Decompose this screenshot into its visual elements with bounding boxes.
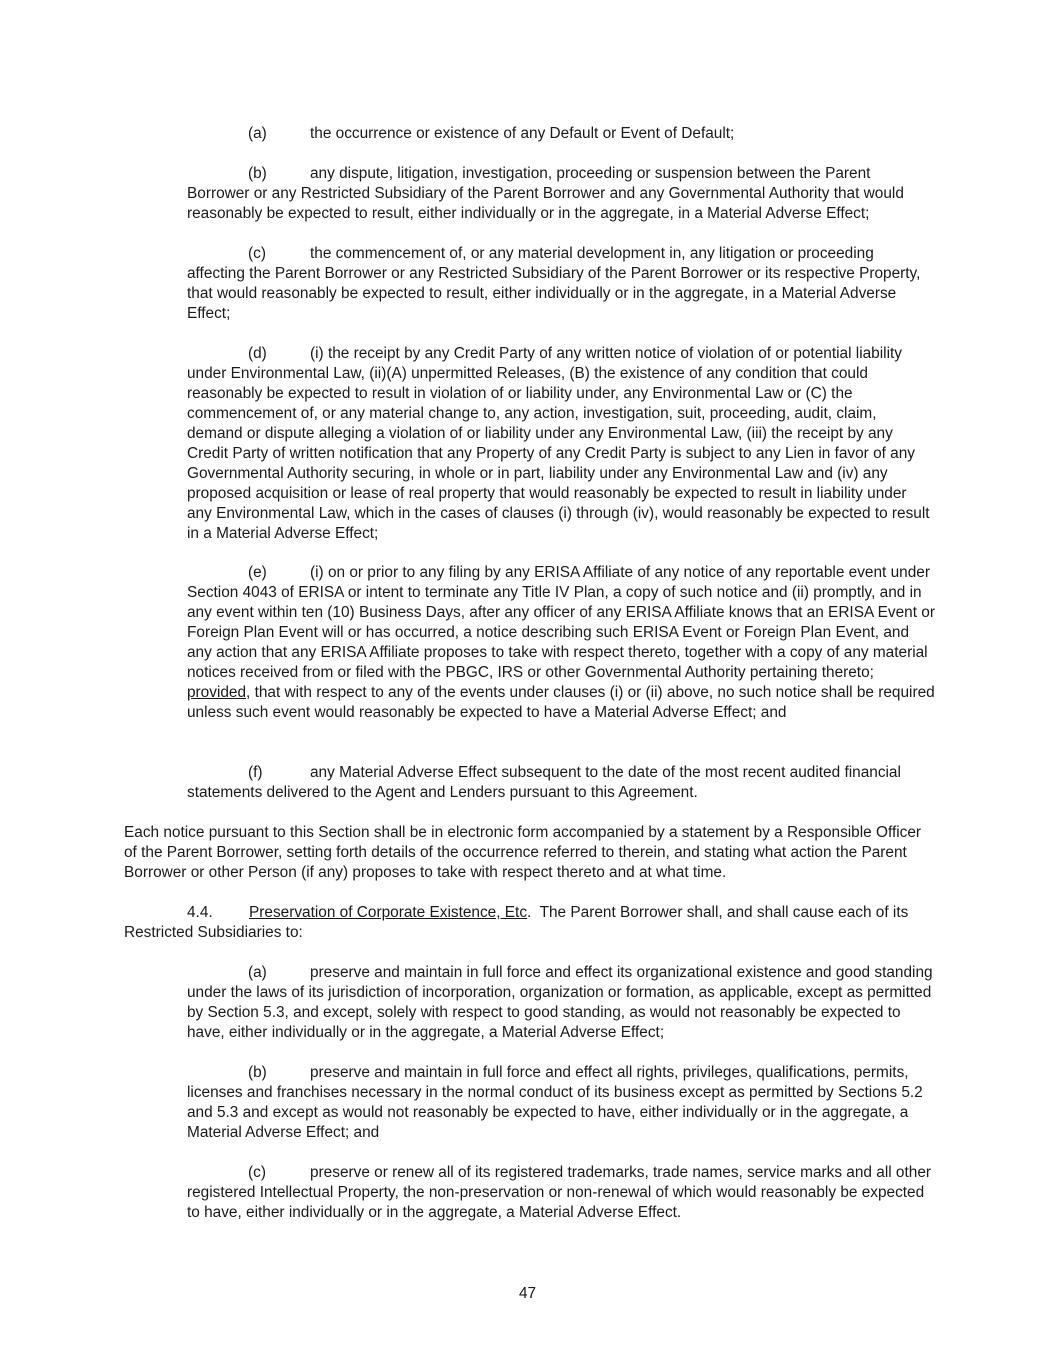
clause-label: (b) <box>248 165 267 182</box>
preserve-clause-b <box>187 1063 935 1143</box>
clause-label: (f) <box>248 764 263 781</box>
clause-text: any Material Adverse Effect subsequent to the date of the most recent audited financial statements delivered to the Agent and Lenders pursuant to this Agreement. <box>187 764 901 801</box>
clause-label: (c) <box>248 1164 266 1181</box>
clause-text: any dispute, litigation, investigation, proceeding or suspension between the Parent Borrower or any Restricted Subsidiary of the Parent Borrower and any Governmental Authority that would reasonably be expected to result, either individually or in the aggregate, in a Material Adverse Effect; <box>187 165 904 222</box>
clause-c <box>187 244 935 324</box>
clause-a <box>187 124 935 144</box>
preserve-clause-a <box>187 963 935 1043</box>
clause-text: preserve and maintain in full force and effect all rights, privileges, qualifications, permits, licenses and franchises necessary in the normal conduct of its business except as permitted by Sections 5.2 and 5.3 and except as would not reasonably be expected to have, either individually or in the aggregate, a Material Adverse Effect; and <box>187 1064 923 1141</box>
clause-text: the occurrence or existence of any Default or Event of Default; <box>310 125 735 142</box>
clause-label: (d) <box>248 345 267 362</box>
clause-label: (b) <box>248 1064 267 1081</box>
clause-e <box>187 563 935 723</box>
section-intro-text: The Parent Borrower shall, and shall cause each of its Restricted Subsidiaries to: <box>124 904 913 941</box>
clause-text: preserve or renew all of its registered trademarks, trade names, service marks and all other registered Intellectual Property, the non-preservation or non-renewal of which would reasonably be expected to have, either individually or in the aggregate, a Material Adverse Effect. <box>187 1164 932 1221</box>
section-heading: Preservation of Corporate Existence, Etc <box>249 904 528 921</box>
provided-term: provided <box>187 684 247 701</box>
clause-label: (e) <box>248 564 267 581</box>
clause-d <box>187 344 935 544</box>
notice-paragraph: Each notice pursuant to this Section shall be in electronic form accompanied by a statement by a Responsible Officer of the Parent Borrower, setting forth details of the occurrence referred to therein, and stating what action the Parent Borrower or other Person (if any) proposes to take with respect thereto and at what time. <box>124 824 922 881</box>
clause-text: the commencement of, or any material development in, any litigation or proceeding affecting the Parent Borrower or any Restricted Subsidiary of the Parent Borrower or its respective Property, that would reasonably be expected to result, either individually or in the aggregate, in a Material Adverse Effect; <box>187 245 921 322</box>
section-heading-period: . <box>527 904 532 921</box>
clause-text-continued: , that with respect to any of the events under clauses (i) or (ii) above, no such notice shall be required unless such event would reasonably be expected to have a Material Adverse Effect; and <box>187 684 935 721</box>
clause-text: (i) on or prior to any filing by any ERISA Affiliate of any notice of any reportable event under Section 4043 of ERISA or intent to terminate any Title IV Plan, a copy of such notice and (ii) promptly, and in any event within ten (10) Business Days, after any officer of any ERISA Affiliate knows that an ERISA Event or Foreign Plan Event will or has occurred, a notice describing such ERISA Event or Foreign Plan Event, and any action that any ERISA Affiliate proposes to take with respect thereto, together with a copy of any material notices received from or filed with the PBGC, IRS or other Governmental Authority pertaining thereto; <box>187 564 935 681</box>
page-number: 47 <box>518 1285 537 1302</box>
clause-label: (a) <box>248 125 267 142</box>
clause-f <box>187 763 935 803</box>
clause-b <box>187 164 935 224</box>
section-number: 4.4. <box>187 904 213 921</box>
clause-label: (c) <box>248 245 266 262</box>
clause-text: preserve and maintain in full force and effect its organizational existence and good standing under the laws of its jurisdiction of incorporation, organization or formation, as applicable, except as permitted by Section 5.3, and except, solely with respect to good standing, as would not reasonably be expected to have, either individually or in the aggregate, a Material Adverse Effect; <box>187 964 933 1041</box>
clause-text: (i) the receipt by any Credit Party of any written notice of violation of or potential liability under Environmental Law, (ii)(A) unpermitted Releases, (B) the existence of any condition that could reasonably be expected to result in violation of or liability under, any Environmental Law or (C) the commencement of, or any material change to, any action, investigation, suit, proceeding, audit, claim, demand or dispute alleging a violation of or liability under any Environmental Law, (iii) the receipt by any Credit Party of written notification that any Property of any Credit Party is subject to any Lien in favor of any Governmental Authority securing, in whole or in part, liability under any Environmental Law and (iv) any proposed acquisition or lease of real property that would reasonably be expected to result in liability under any Environmental Law, which in the cases of clauses (i) through (iv), would reasonably be expected to result in a Material Adverse Effect; <box>187 345 930 542</box>
section-4-4 <box>124 903 932 943</box>
preserve-clause-c <box>187 1163 935 1223</box>
clause-label: (a) <box>248 964 267 981</box>
